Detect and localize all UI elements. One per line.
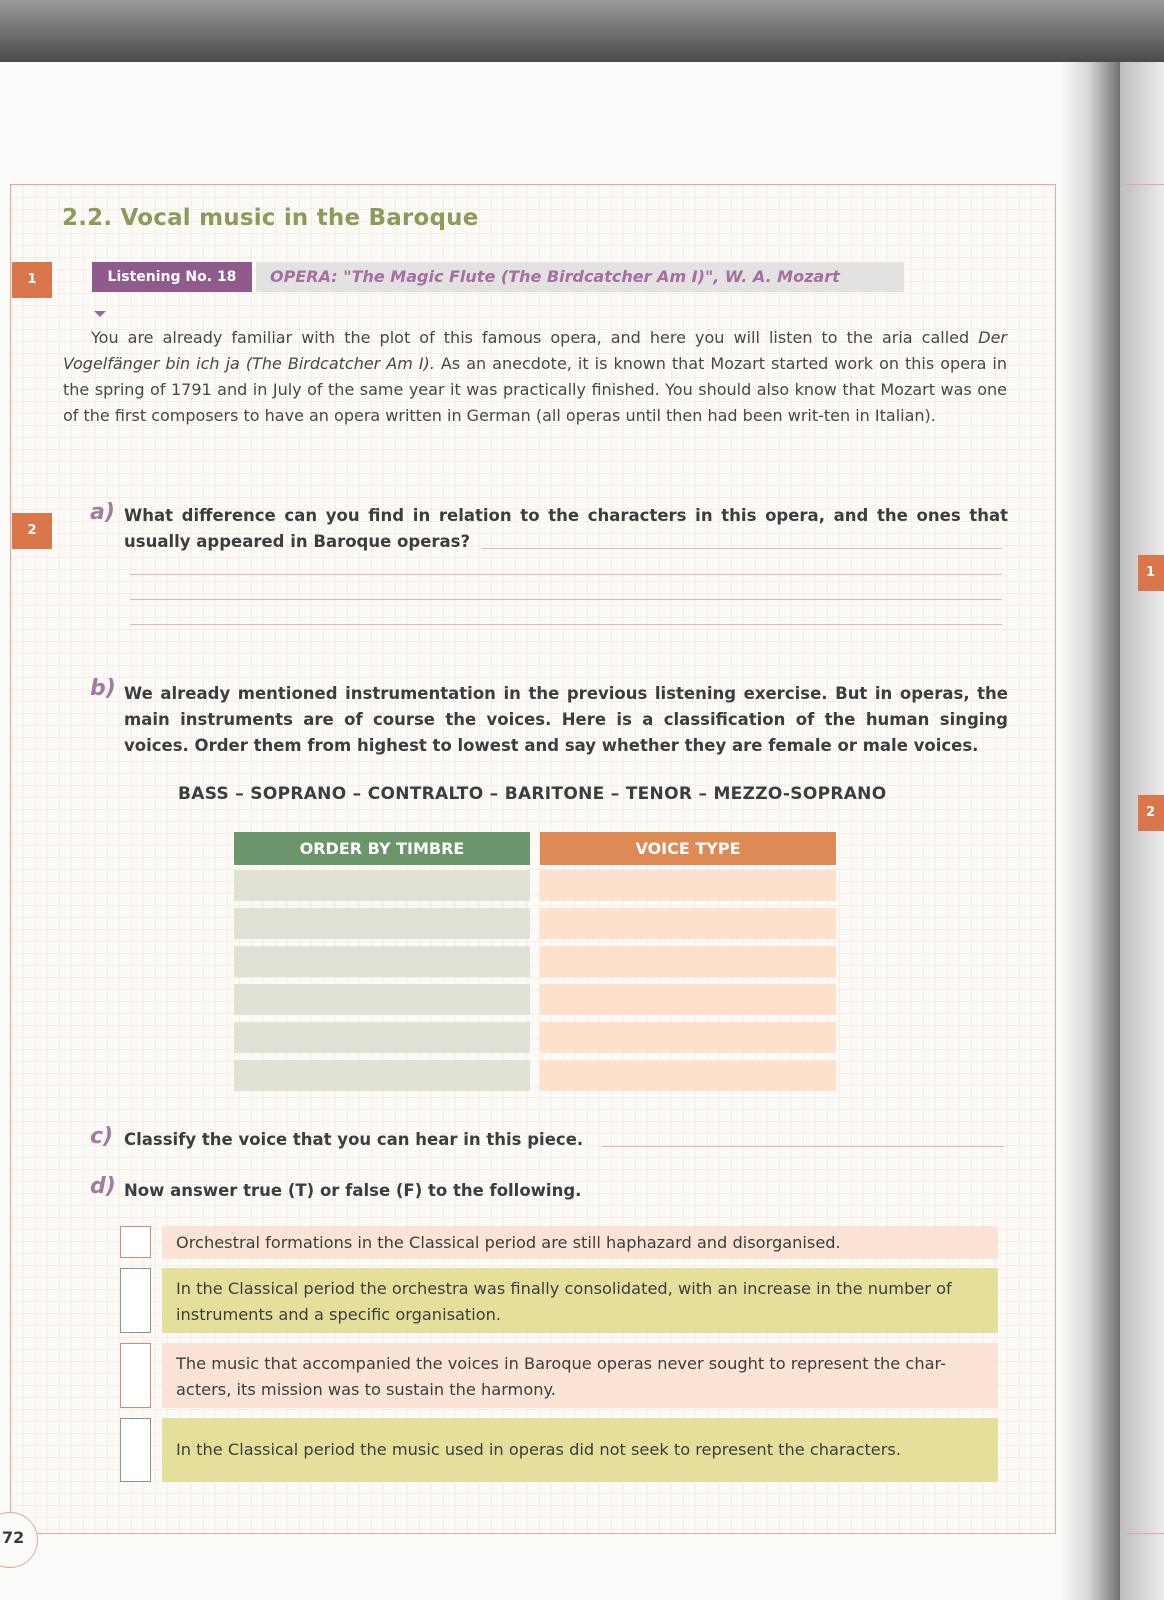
- question-c-text: Classify the voice that you can hear in this piece.: [124, 1130, 584, 1149]
- question-d-letter: d): [90, 1174, 116, 1199]
- facing-page-tab: 1: [1138, 555, 1164, 591]
- voice-type-cell[interactable]: [540, 1022, 836, 1053]
- facing-page-edge: [1120, 62, 1164, 1600]
- statement-2: In the Classical period the orchestra was finally consolidated, with an increase in the number of instruments and a specific organisation.: [162, 1268, 998, 1333]
- intro-text: As an anecdote, it is known that Mozart started work on this opera in the spring of 1791 and in July of the same year it was practically finished. You should also know that Mozart was one of the first composers to have an opera written in German (all operas until then had been writ-ten in Italian).: [63, 354, 1008, 425]
- question-b-text: We already mentioned instrumentation in the previous listening exercise. But in operas, the main instruments are of course the voices. Here is a classification of the human singing voices. Order them from highest to lowest and say whether they are female or male voices.: [124, 684, 1008, 755]
- question-d-text: Now answer true (T) or false (F) to the following.: [124, 1181, 582, 1200]
- statement-1: Orchestral formations in the Classical period are still haphazard and disorganised.: [162, 1226, 998, 1259]
- question-a-text: What difference can you find in relation to the characters in this opera, and the ones that usually appeared in Baroque operas?: [124, 506, 1008, 551]
- listening-title: OPERA: "The Magic Flute (The Birdcatcher Am I)", W. A. Mozart: [256, 262, 904, 292]
- statement-4: In the Classical period the music used in operas did not seek to represent the characters.: [162, 1418, 998, 1482]
- activity-tab-1: 1: [12, 262, 52, 298]
- voice-type-cell[interactable]: [540, 1060, 836, 1091]
- answer-line[interactable]: [130, 599, 1002, 600]
- timbre-cell[interactable]: [234, 870, 530, 901]
- true-false-checkbox[interactable]: [120, 1268, 151, 1333]
- section-title: 2.2. Vocal music in the Baroque: [62, 205, 479, 231]
- facing-page-rule: [1126, 184, 1164, 185]
- page-number: 72: [2, 1528, 25, 1547]
- intro-text: You are already familiar with the plot of this famous opera, and here you will listen to the aria called: [91, 328, 979, 347]
- answer-line[interactable]: [482, 548, 1002, 549]
- statement-3: The music that accompanied the voices in Baroque operas never sought to represent the char-acters, its mission was to sustain the harmony.: [162, 1343, 998, 1408]
- true-false-checkbox[interactable]: [120, 1226, 151, 1258]
- question-c-letter: c): [90, 1124, 114, 1149]
- true-false-checkbox[interactable]: [120, 1343, 151, 1408]
- voice-type-cell[interactable]: [540, 946, 836, 977]
- timbre-cell[interactable]: [234, 946, 530, 977]
- voice-type-cell[interactable]: [540, 908, 836, 939]
- facing-page-rule: [1126, 1533, 1164, 1534]
- caret-down-icon: [94, 311, 106, 317]
- facing-page-tab: 2: [1138, 795, 1164, 831]
- answer-line[interactable]: [130, 574, 1002, 575]
- timbre-cell[interactable]: [234, 1022, 530, 1053]
- timbre-cell[interactable]: [234, 908, 530, 939]
- intro-aria-title: Der Vogelfänger bin ich ja (The Birdcatcher Am I).: [63, 328, 1007, 373]
- voice-list: BASS – SOPRANO – CONTRALTO – BARITONE – TENOR – MEZZO-SOPRANO: [178, 784, 887, 804]
- answer-line[interactable]: [130, 624, 1002, 625]
- table-header-timbre: ORDER BY TIMBRE: [234, 832, 530, 865]
- question-a-letter: a): [90, 500, 115, 525]
- activity-tab-2: 2: [12, 513, 52, 549]
- table-header-voice-type: VOICE TYPE: [540, 832, 836, 865]
- answer-line[interactable]: [602, 1146, 1004, 1147]
- intro-paragraph: [63, 325, 1007, 429]
- voice-type-cell[interactable]: [540, 984, 836, 1015]
- listening-badge: Listening No. 18: [92, 262, 252, 292]
- timbre-cell[interactable]: [234, 984, 530, 1015]
- voice-type-cell[interactable]: [540, 870, 836, 901]
- timbre-cell[interactable]: [234, 1060, 530, 1091]
- scan-top-shadow: [0, 0, 1164, 62]
- question-b-letter: b): [90, 676, 116, 701]
- true-false-checkbox[interactable]: [120, 1418, 151, 1482]
